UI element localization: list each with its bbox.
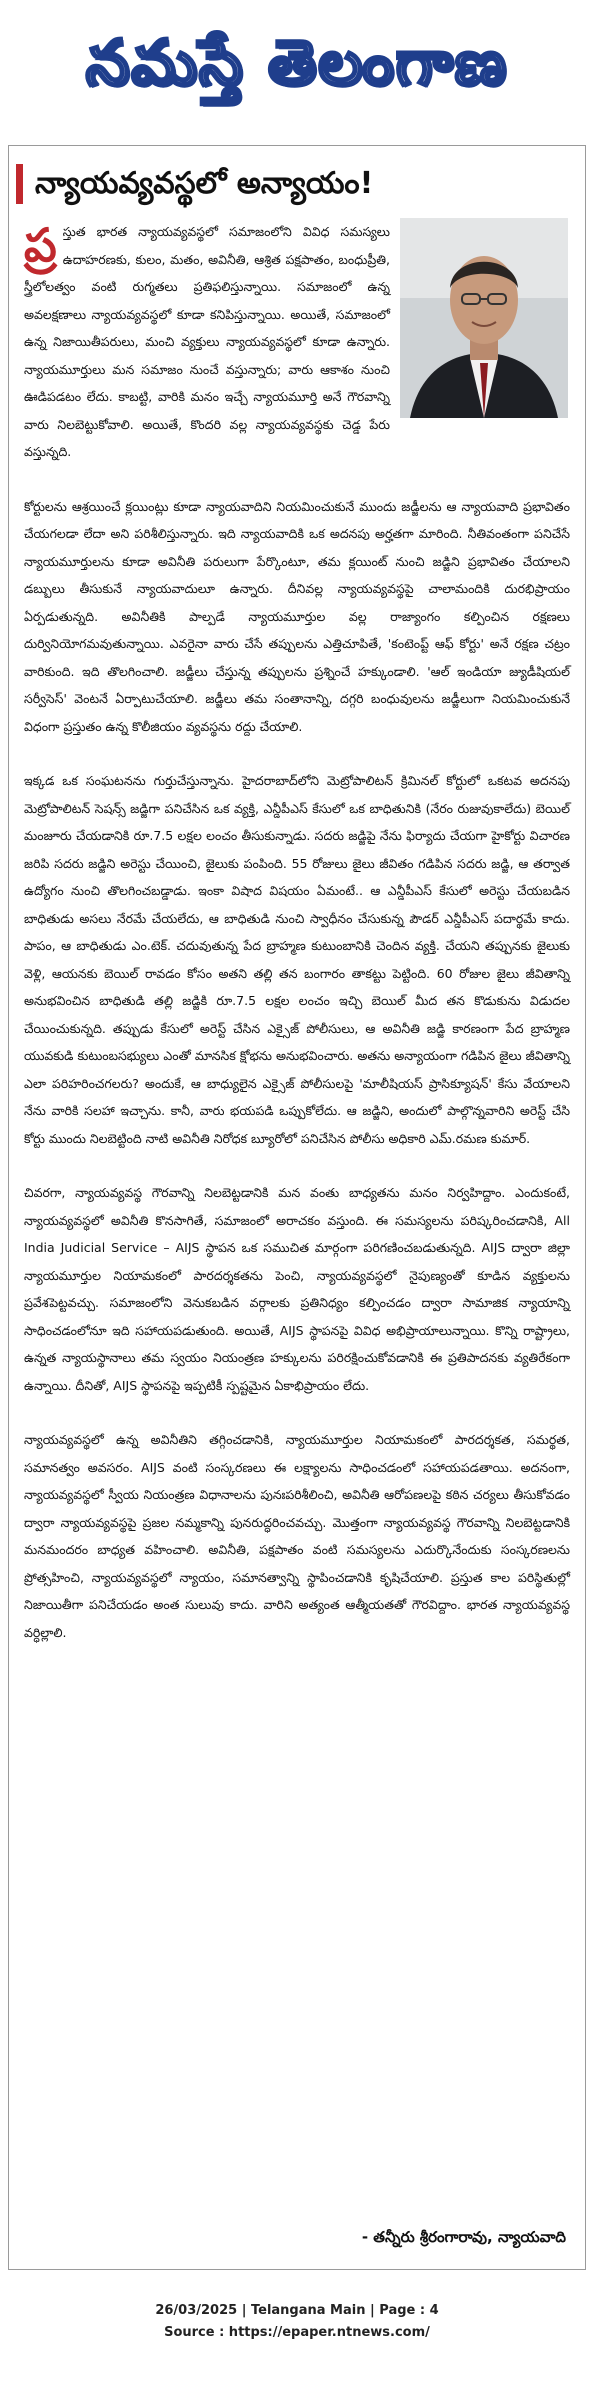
author-signature: - తన్నీరు శ్రీరంగారావు, న్యాయవాది — [361, 2228, 566, 2246]
article-body — [24, 218, 570, 1673]
drop-cap: ప్ర — [24, 218, 57, 272]
page-footer — [0, 2300, 594, 2344]
masthead-logo: నమస్తే తెలంగాణ — [85, 25, 509, 99]
source-link[interactable]: Source : https://epaper.ntnews.com/ — [164, 2325, 430, 2340]
publication-info: 26/03/2025 | Telangana Main | Page : 4 — [155, 2303, 439, 2318]
headline-block — [16, 160, 576, 208]
paragraph-1-text: స్తుత భారత న్యాయవ్యవస్థలో సమాజంలోని వివిధ సమస్యలు ఉదాహరణకు, కులం, మతం, అవినీతి, ఆశ్రిత పక్షపాతం, బంధుప్రీతి, స్త్రీలోలత్వం వంటి రుగ్మతలు ప్రతిఫలిస్తున్నాయి. సమాజంలో ఉన్న అవలక్షణాలు న్యాయవ్యవస్థలో కూడా కనిపిస్తున్నాయి. అయితే, సమాజంలో ఉన్న నిజాయితీపరులు, మంచి వ్యక్తులు న్యాయవ్యవస్థలో కూడా ఉన్నారు. న్యాయమూర్తులు మన సమాజం నుంచే వస్తున్నారు; వారు ఆకాశం నుంచి ఊడిపడటం లేదు. కాబట్టి, వారికి మనం ఇచ్చే న్యాయమూర్తి అనే గౌరవాన్ని వారు నిలబెట్టుకోవాలి. అయితే, కొందరి వల్ల న్యాయవ్యవస్థకు చెడ్డ పేరు వస్తున్నది. — [24, 224, 390, 459]
article-paragraph-2: కోర్టులను ఆశ్రయించే క్లయింట్లు కూడా న్యాయవాదిని నియమించుకునే ముందు జడ్జీలను ఆ న్యాయవాది ప్రభావితం చేయగలడా లేదా అని పరిశీలిస్తున్నారు. ఇది న్యాయవాదికి ఒక అదనపు అర్హతగా మారింది. నీతివంతంగా పనిచేసే న్యాయమూర్తులను కూడా అవినీతి పరులుగా పేర్కొంటూ, తమ క్లయింట్ నుంచి జడ్జిని ప్రభావితం చేయాలని డబ్బులు తీసుకునే న్యాయవాదులూ ఉన్నారు. దీనివల్ల న్యాయవ్యవస్థపై చాలామందికి దురభిప్రాయం ఏర్పడుతున్నది. అవినీతికి పాల్పడే న్యాయమూర్తుల వల్ల రాజ్యాంగం కల్పించిన రక్షణలు దుర్వినియోగమవుతున్నాయి. ఎవరైనా వారు చేసే తప్పులను ఎత్తిచూపితే, 'కంటెంప్ట్ ఆఫ్ కోర్టు' అనే రక్షణ చట్రం వారికుంది. ఇది తొలగించాలి. జడ్జీలు చేస్తున్న తప్పులను ప్రశ్నించే హక్కుండాలి. 'ఆల్ ఇండియా జ్యుడీషియల్ సర్వీసెస్' వెంటనే ఏర్పాటుచేయాలి. జడ్జీలు తమ సంతానాన్ని, దగ్గరి బంధువులను జడ్జీలుగా నియమించుకునే విధంగా ప్రస్తుతం ఉన్న కొలీజియం వ్యవస్థను రద్దు చేయాలి. — [24, 498, 570, 734]
newspaper-masthead — [0, 0, 594, 125]
article-headline: న్యాయవ్యవస్థలో అన్యాయం! — [35, 166, 374, 201]
article-paragraph-5: న్యాయవ్యవస్థలో ఉన్న అవినీతిని తగ్గించడానికి, న్యాయమూర్తుల నియామకంలో పారదర్శకత, సమర్థత, సమానత్వం అవసరం. AIJS వంటి సంస్కరణలు ఈ లక్ష్యాలను సాధించడంలో సహాయపడతాయి. అదనంగా, న్యాయవ్యవస్థలో స్వీయ నియంత్రణ విధానాలను పునఃపరిశీలించి, అవినీతి ఆరోపణలపై కఠిన చర్యలు తీసుకోవడం ద్వారా న్యాయవ్యవస్థపై ప్రజల నమ్మకాన్ని పునరుద్ధరించవచ్చు. మొత్తంగా న్యాయవ్యవస్థ గౌరవాన్ని నిలబెట్టడానికి మనమందరం బాధ్యత వహించాలి. అవినీతి, పక్షపాతం వంటి సమస్యలను ఎదుర్కొనేందుకు సంస్కరణలను ప్రోత్సహించి, న్యాయవ్యవస్థలో న్యాయం, సమానత్వాన్ని స్థాపించడానికి కృషిచేయాలి. ప్రస్తుత కాల పరిస్థితుల్లో నిజాయితీగా పనిచేయడం అంత సులువు కాదు. వారిని అత్యంత ఆత్మీయతతో గౌరవిద్దాం. భారత న్యాయవ్యవస్థ వర్ధిల్లాలి. — [24, 1432, 570, 1640]
headline-accent-bar — [16, 164, 23, 204]
article-paragraph-4: చివరగా, న్యాయవ్యవస్థ గౌరవాన్ని నిలబెట్టడానికి మన వంతు బాధ్యతను మనం నిర్వహిద్దాం. ఎందుకంటే, న్యాయవ్యవస్థలో అవినీతి కొనసాగితే, సమాజంలో అరాచకం వస్తుంది. ఈ సమస్యలను పరిష్కరించడానికి, All India Judicial Service – AIJS స్థాపన ఒక సముచిత మార్గంగా పరిగణించబడుతున్నది. AIJS ద్వారా జిల్లా న్యాయమూర్తుల నియామకంలో పారదర్శకతను పెంచి, న్యాయవ్యవస్థలో నైపుణ్యంతో కూడిన వ్యక్తులను ప్రవేశపెట్టవచ్చు. సమాజంలోని వెనుకబడిన వర్గాలకు ప్రతినిధ్యం కల్పించడం ద్వారా సామాజిక న్యాయాన్ని సాధించడంలోనూ ఇది సహాయపడుతుంది. అయితే, AIJS స్థాపనపై వివిధ అభిప్రాయాలున్నాయి. కొన్ని రాష్ట్రాలు, ఉన్నత న్యాయస్థానాలు తమ స్వయం నియంత్రణ హక్కులను పరిరక్షించుకోవడానికి ఈ ప్రతిపాదనకు వ్యతిరేకంగా ఉన్నాయి. దీనితో, AIJS స్థాపనపై ఇప్పటికీ స్పష్టమైన ఏకాభిప్రాయం లేదు. — [24, 1185, 570, 1393]
article-paragraph-3: ఇక్కడ ఒక సంఘటనను గుర్తుచేస్తున్నాను. హైదరాబాద్‌లోని మెట్రోపాలిటన్ క్రిమినల్ కోర్టులో ఒకటవ అదనపు మెట్రోపాలిటన్ సెషన్స్ జడ్జిగా పనిచేసిన ఒక వ్యక్తి, ఎన్డీపీఎస్ కేసులో ఒక బాధితునికి (నేరం రుజువుకాలేదు) బెయిల్ మంజూరు చేయడానికి రూ.7.5 లక్షల లంచం తీసుకున్నాడు. సదరు జడ్జిపై నేను ఫిర్యాదు చేయగా హైకోర్టు విచారణ జరిపి సదరు జడ్జిని అరెస్టు చేయించి, జైలుకు పంపింది. 55 రోజులు జైలు జీవితం గడిపిన సదరు జడ్జి, ఆ తర్వాత ఉద్యోగం నుంచి తొలగించబడ్డాడు. ఇంకా విషాద విషయం ఏమంటే.. ఆ ఎన్డీపీఎస్ కేసులో అరెస్టు చేయబడిన బాధితుడు అసలు నేరమే చేయలేదు, ఆ బాధితుడి నుంచి స్వాధీనం చేసుకున్న పౌడర్ ఎన్డీపీఎస్ పదార్థమే కాదు. పాపం, ఆ బాధితుడు ఎం.టెక్. చదువుతున్న పేద బ్రాహ్మణ కుటుంబానికి చెందిన వ్యక్తి. చేయని తప్పునకు జైలుకు వెళ్లి, ఆయనకు బెయిల్ రావడం కోసం అతని తల్లి తన బంగారం తాకట్టు పెట్టింది. 60 రోజుల జైలు జీవితాన్ని అనుభవించిన బాధితుడి తల్లి జడ్జికి రూ.7.5 లక్షల లంచం ఇచ్చి బెయిల్ మీద తన కొడుకును విడుదల చేయించుకున్నది. తప్పుడు కేసులో అరెస్ట్ చేసిన ఎక్సైజ్ పోలీసులు, ఆ అవినీతి జడ్జి కారణంగా పేద బ్రాహ్మణ యువకుడి కుటుంబసభ్యులు ఎంతో మానసిక క్షోభను అనుభవించారు. అతను అన్యాయంగా గడిపిన జైలు జీవితాన్ని ఎలా పరిహరించగలరు? అందుకే, ఆ బాధ్యులైన ఎక్సైజ్ పోలీసులపై 'మాలీషియస్ ప్రాసిక్యూషన్' కేసు వేయాలని నేను వారికి సలహా ఇచ్చాను. కానీ, వారు భయపడి ఒప్పుకోలేదు. ఆ జడ్జిని, అందులో పాల్గొన్నవారిని అరెస్ట్ చేసి కోర్టు ముందు నిలబెట్టింది నాటి అవినీతి నిరోధక బ్యూరోలో పనిచేసిన పోలీసు అధికారి ఎమ్.రమణ కుమార్. — [24, 773, 570, 1146]
article-paragraph-1 — [24, 218, 390, 466]
